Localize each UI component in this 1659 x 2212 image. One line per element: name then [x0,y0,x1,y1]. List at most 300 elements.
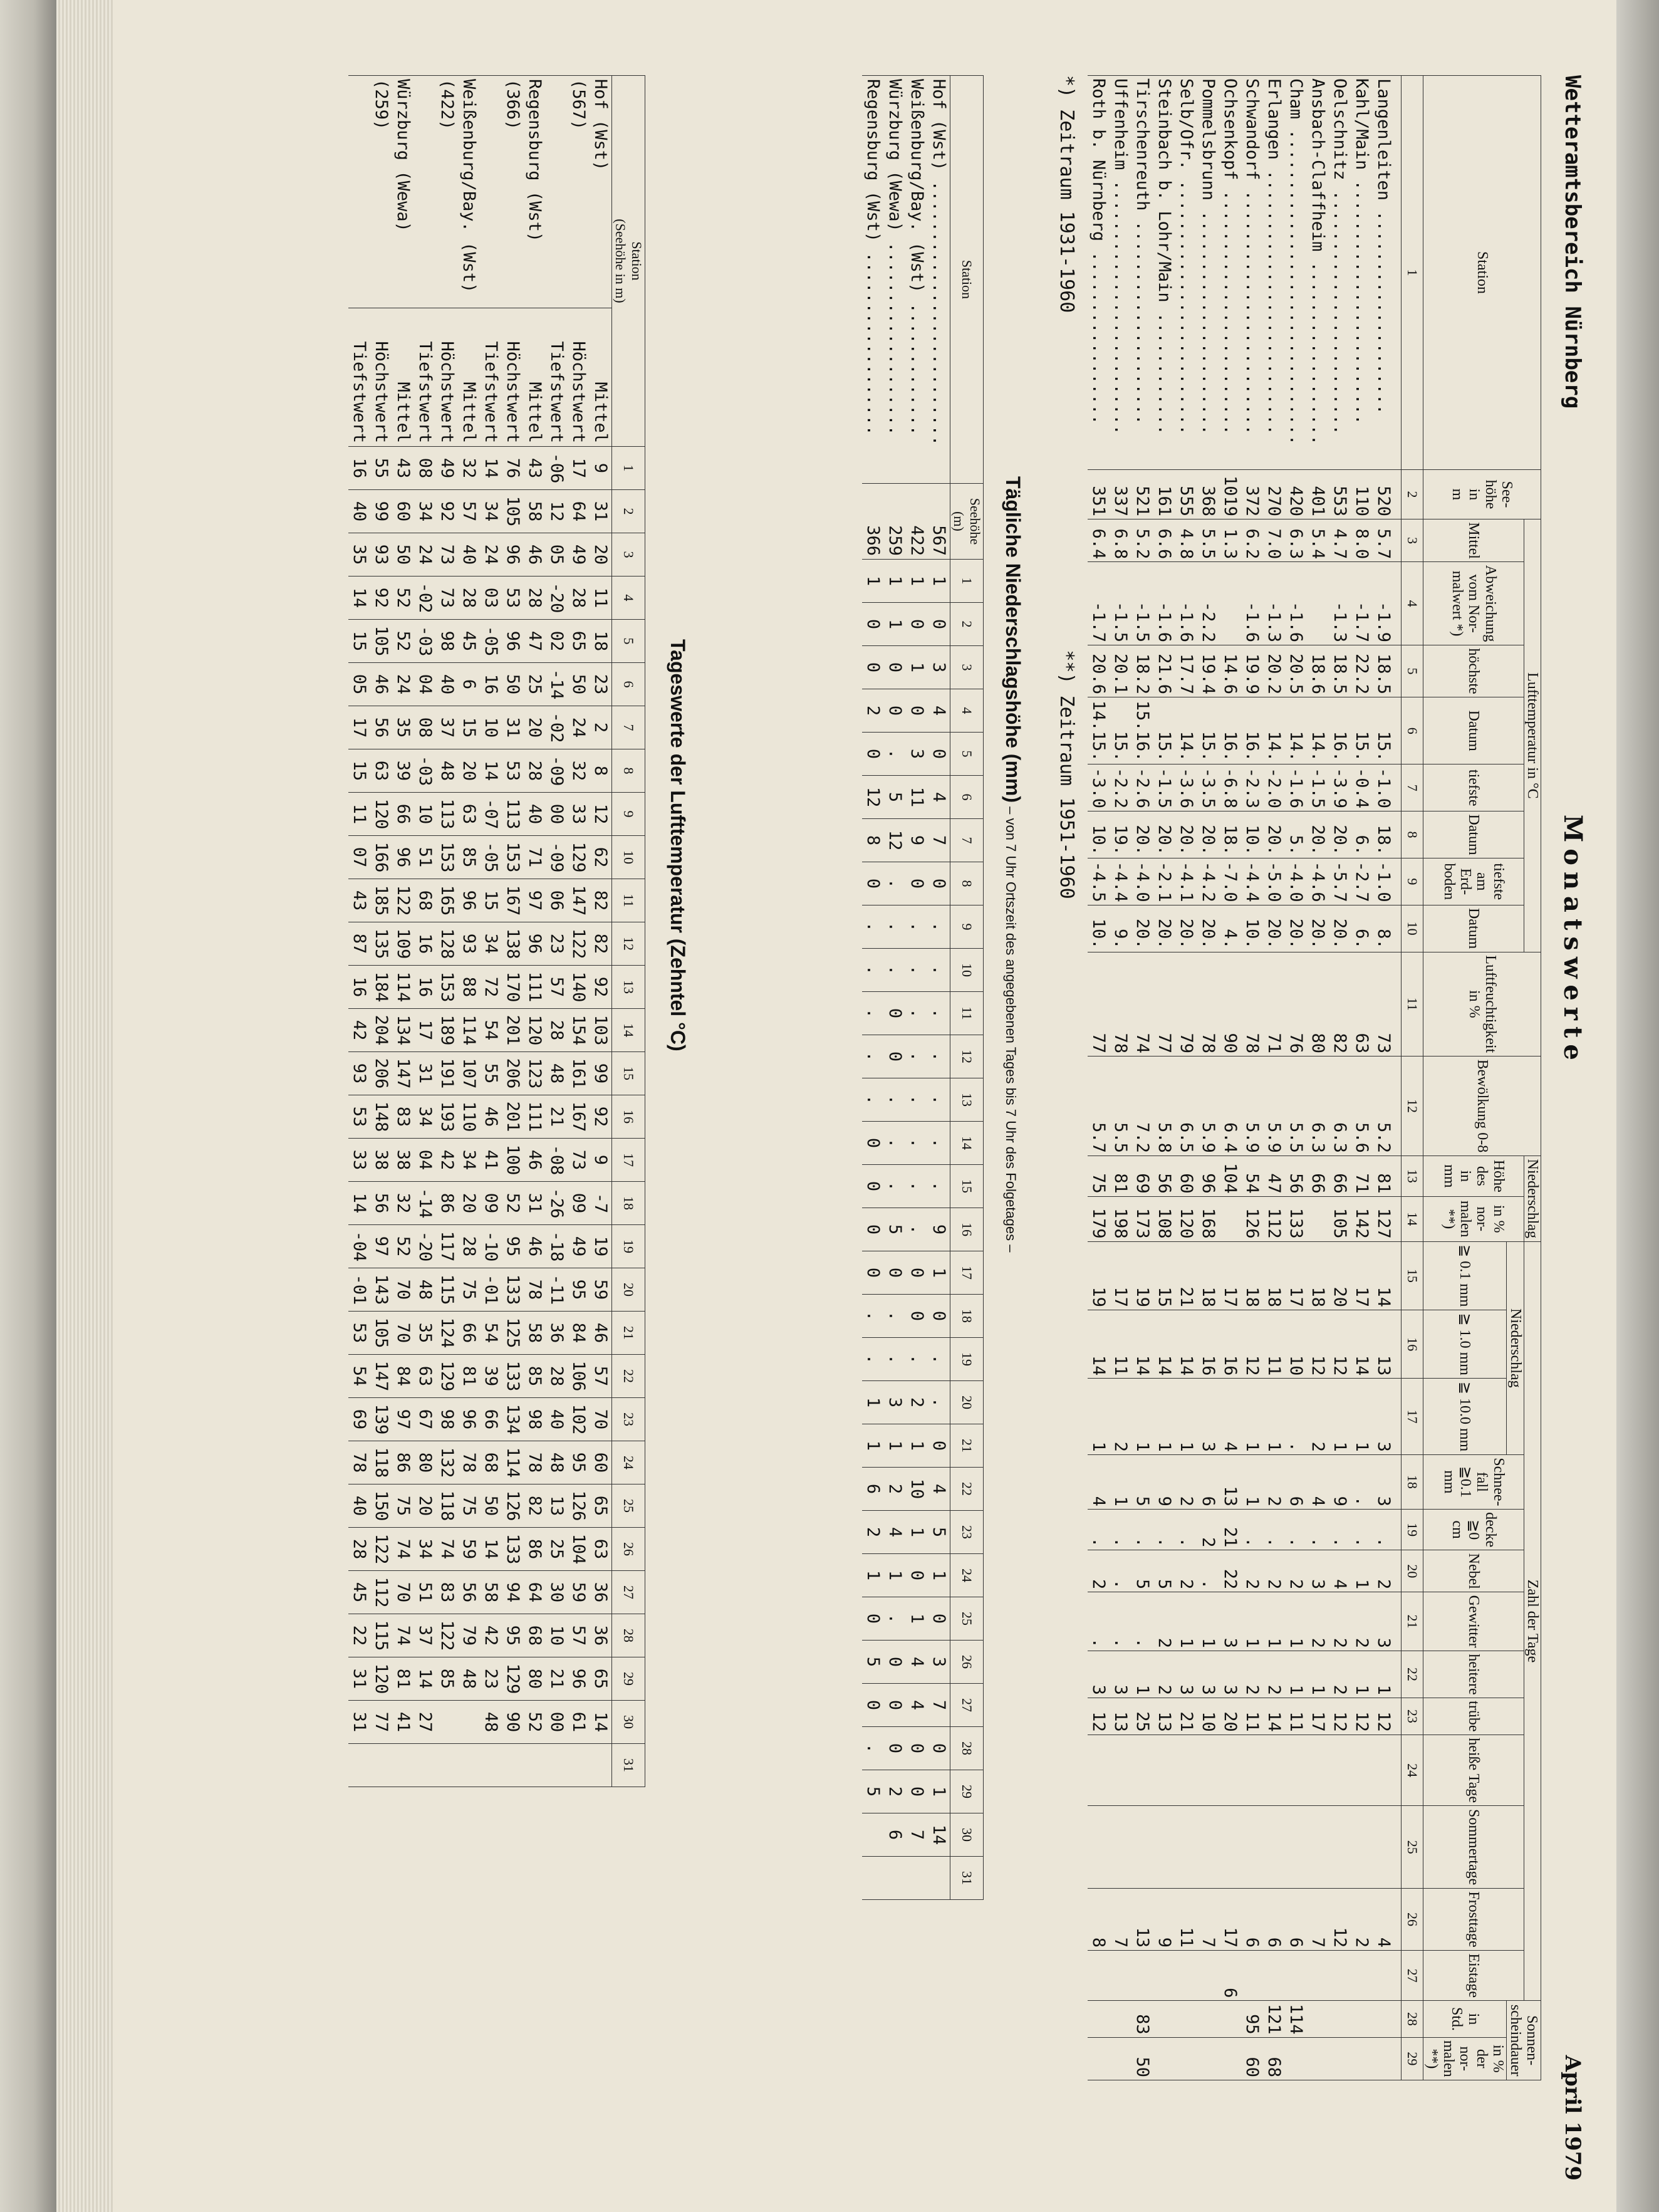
table-cell [1351,1735,1373,1806]
table-cell: 112 [1263,1196,1285,1241]
table-cell [1307,2001,1329,2037]
table-cell: 2 [1263,1651,1285,1698]
table-cell: 4 [884,1511,906,1554]
table-cell: 122 [392,879,414,922]
table-cell: 28 [524,576,546,620]
table-cell: 60 [392,490,414,533]
station-name: Weißenburg/Bay. (Wst) [458,76,480,308]
table-cell: 05 [546,533,568,576]
table-cell: 129 [568,836,590,879]
table-cell: 107 [458,1052,480,1095]
table-cell: 71 [1351,1156,1373,1196]
table-cell [1263,1735,1285,1806]
table-cell: 48 [480,1701,502,1744]
table-cell: . [928,992,950,1035]
day-header: 28 [950,1727,984,1770]
table-cell [1373,1806,1402,1888]
table-cell: 127 [1373,1196,1402,1241]
table-cell: 78 [1197,952,1219,1056]
table-row [546,76,568,1787]
table-cell: 50 [392,533,414,576]
table-cell: 147 [392,1052,414,1095]
day-header: 29 [612,1657,645,1701]
table-cell: 20. [1263,811,1285,858]
table-cell [1131,1735,1153,1806]
table-cell: 5 [928,1511,950,1554]
table-cell [1088,2001,1110,2037]
table-cell [1153,2037,1175,2080]
table-cell: . [1329,1509,1351,1550]
table-cell: 3 [1219,1651,1241,1698]
table-cell: 39 [480,1355,502,1398]
table-cell: 28 [546,1355,568,1398]
table-cell: 0 [862,1251,884,1295]
station-name: Langenleiten .................... [1373,76,1402,470]
table-cell: 95 [1241,2001,1263,2037]
col-datum-2: Datum [1423,811,1524,858]
table-cell: 2 [1241,1550,1263,1592]
table-cell: 3 [884,1381,906,1424]
table-cell: 13 [1373,1310,1402,1379]
table-cell: 48 [546,1052,568,1095]
table-cell [436,1744,458,1787]
station-name: Ochsenkopf ........................ [1219,76,1241,470]
table-cell: 13 [546,1484,568,1528]
table-cell: 5 [884,776,906,819]
table-cell: 17 [568,447,590,490]
day-header: 18 [612,1182,645,1225]
table-cell: 86 [524,1528,546,1571]
table-cell: . [906,1122,928,1165]
table-cell: 66 [458,1312,480,1355]
table-cell: . [1285,1509,1307,1550]
table-cell: 23 [546,922,568,966]
station-name: Ansbach-Claffheim .................. [1307,76,1329,470]
table-cell: -1.7 [1351,562,1373,645]
table-cell: 1 [906,560,928,603]
table-cell: 553 [1329,470,1351,519]
table-cell: 2 [906,1381,928,1424]
table-cell: 28 [568,576,590,620]
table-cell: 8 [862,819,884,862]
table-cell: 78 [1110,952,1131,1056]
table-cell: 95 [568,1268,590,1312]
table-cell: 147 [568,879,590,922]
day-header: 15 [950,1165,984,1208]
station-name: (567) [568,76,590,308]
table-cell: 99 [370,490,392,533]
table-cell: 3 [1197,1651,1219,1698]
column-number: 20 [1402,1550,1423,1592]
table-cell: . [884,862,906,905]
table-cell: . [862,1338,884,1381]
table-cell [348,1744,370,1787]
table-cell: 3 [1197,1379,1219,1454]
table-cell: 191 [436,1052,458,1095]
table-cell: 12 [1351,1698,1373,1735]
table-cell: 40 [436,663,458,706]
table-cell [370,1744,392,1787]
table-cell: 14 [480,749,502,793]
value-type: Höchstwert [568,308,590,447]
table-cell: 6.5 [1175,1056,1197,1156]
table-cell: . [1153,1509,1175,1550]
table-cell: 104 [1219,1156,1241,1196]
table-cell: 87 [348,922,370,966]
table-cell: 70 [392,1312,414,1355]
table-cell: 9 [928,1208,950,1251]
table-cell: 73 [436,533,458,576]
rotated-content [113,75,1591,2181]
table-row [590,76,612,1787]
table-cell: 66 [1329,1156,1351,1196]
table-cell: 48 [458,1657,480,1701]
day-header: 16 [612,1095,645,1139]
table-cell: 6.3 [1329,1056,1351,1156]
column-number: 11 [1402,952,1423,1056]
table-cell: 17 [1219,1241,1241,1310]
value-type: Mittel [392,308,414,447]
column-number: 5 [1402,645,1423,697]
table-cell: . [928,1122,950,1165]
table-cell: 43 [524,447,546,490]
table-cell: 1 [1373,1651,1402,1698]
table-cell: 96 [524,922,546,966]
column-number: 2 [1402,470,1423,519]
table-cell: 3 [928,1641,950,1684]
station-name: Roth b. Nürnberg ................. [1088,76,1110,470]
table-cell: 31 [590,490,612,533]
table-cell: 420 [1285,470,1307,519]
table-cell: 6. [1351,905,1373,952]
table-cell: 7 [928,819,950,862]
table-cell: 93 [348,1052,370,1095]
table-cell: 28 [524,749,546,793]
table-cell: 32 [392,1182,414,1225]
station-name [480,76,502,308]
col-sommertage: Sommertage [1423,1806,1524,1888]
table-cell: 83 [436,1571,458,1614]
column-number: 17 [1402,1379,1423,1454]
table-cell: 5 [884,1208,906,1251]
day-header: 15 [612,1052,645,1095]
table-cell: . [906,1035,928,1078]
table-cell: -1.3 [1329,562,1351,645]
table-cell: 147 [370,1355,392,1398]
table-row [392,76,414,1787]
table-cell: 2 [590,706,612,749]
table-cell: 13 [1110,1698,1131,1735]
column-number: 28 [1402,2001,1423,2037]
table-cell: 46 [590,1312,612,1355]
table-cell: 82 [590,879,612,922]
table-cell: 80 [414,1441,436,1484]
table-cell: 17 [1219,1888,1241,1950]
table-cell: 32 [568,749,590,793]
table-cell: 6.6 [1153,519,1175,562]
table-cell: 1 [906,1511,928,1554]
table-cell: -1.6 [1285,764,1307,811]
table-cell: 5 [862,1770,884,1813]
table-cell: 36 [590,1571,612,1614]
table-cell: 65 [590,1484,612,1528]
table-cell: 2 [1307,1379,1329,1454]
table-cell: 16 [480,663,502,706]
table-cell: 148 [370,1095,392,1139]
table-cell: 18. [1373,811,1402,858]
table-cell: 00 [546,793,568,836]
table-cell: 6 [862,1468,884,1511]
table-cell: 15. [1373,697,1402,764]
day-header: 28 [612,1614,645,1657]
table-cell: 8.0 [1351,519,1373,562]
table-cell: 35 [348,533,370,576]
table-cell: 14 [1088,1310,1110,1379]
table-cell: 184 [370,966,392,1009]
table-cell: 71 [1263,952,1285,1056]
table-cell: -1.5 [1131,562,1153,645]
table-cell: 02 [546,620,568,663]
column-number: 21 [1402,1592,1423,1651]
station-name: Schwandorf ........................ [1241,76,1263,470]
table-cell: 12 [1373,1698,1402,1735]
table-cell: 86 [436,1182,458,1225]
table-cell: 11 [590,576,612,620]
table-cell: -3.5 [1197,764,1219,811]
table-cell: 126 [1241,1196,1263,1241]
table-cell: 83 [392,1095,414,1139]
table-cell: 47 [1263,1156,1285,1196]
col-heitere: heitere [1423,1651,1524,1698]
table-cell: 20. [1329,905,1351,952]
table-cell: 20. [1175,905,1197,952]
column-number: 9 [1402,858,1423,905]
table-cell [1351,1806,1373,1888]
table-cell: 106 [568,1355,590,1398]
table-cell: 4 [1307,1454,1329,1509]
table-cell: 31 [414,1052,436,1095]
table-cell: 9 [1153,1888,1175,1950]
table-cell [928,1857,950,1900]
table-cell: . [862,992,884,1035]
table-cell: 45 [458,620,480,663]
table-cell: 351 [1088,470,1110,519]
table-cell [1307,1951,1329,2001]
table-cell: 81 [458,1355,480,1398]
table-cell: 24 [414,533,436,576]
table-cell: 2 [1351,1888,1373,1950]
table-cell: 0 [906,1727,928,1770]
table-cell: 37 [436,706,458,749]
table-cell: 14 [928,1813,950,1857]
column-number-row [1402,76,1423,2080]
table-cell: 46 [524,1139,546,1182]
table-row [1263,76,1285,2080]
table-cell: 48 [436,749,458,793]
table-cell: 59 [458,1528,480,1571]
table-cell [1110,2037,1131,2080]
table-cell: . [884,1122,906,1165]
table-cell: 1 [862,1424,884,1468]
table-cell: 3 [1088,1651,1110,1698]
table-row [1241,76,1263,2080]
table-cell: 78 [348,1441,370,1484]
table-cell: 05 [348,663,370,706]
table-cell: 14 [1175,1310,1197,1379]
column-number: 16 [1402,1310,1423,1379]
table-cell: -0.4 [1351,764,1373,811]
book-cover-edge [1616,0,1659,2212]
table-cell: 1 [1329,1379,1351,1454]
table-cell: 2 [884,1770,906,1813]
table-cell: 31 [524,1182,546,1225]
table-cell: 43 [392,447,414,490]
table-cell: 16 [348,447,370,490]
table-cell: 98 [436,1398,458,1441]
table-cell: 72 [480,966,502,1009]
column-number: 19 [1402,1509,1423,1550]
column-number: 15 [1402,1241,1423,1310]
table-cell: 134 [502,1398,524,1441]
table-cell: 56 [458,1571,480,1614]
table-cell: . [1110,1509,1131,1550]
table-cell: 55 [370,447,392,490]
table-cell: -18 [546,1225,568,1268]
table-cell [1285,1951,1307,2001]
table-cell [1088,1735,1110,1806]
table-cell: 5.5 [1197,519,1219,562]
table-cell: 521 [1131,470,1153,519]
table-cell: 33 [568,793,590,836]
day-header: 24 [950,1554,984,1597]
table-cell: 100 [502,1139,524,1182]
day-header: 8 [612,749,645,793]
table-cell: 15 [458,706,480,749]
table-cell: 63 [590,1528,612,1571]
col-sonne: Sonnen- scheindauer [1507,2001,1541,2080]
table-cell: 1 [1241,1592,1263,1651]
value-type: Tiefstwert [348,308,370,447]
table-cell: 105 [1329,1196,1351,1241]
table-cell: 114 [458,1009,480,1052]
table-cell: 0 [884,1641,906,1684]
table-cell: 111 [524,1095,546,1139]
table-cell [480,1744,502,1787]
table-cell: 12 [1329,1698,1351,1735]
value-type: Tiefstwert [480,308,502,447]
table-cell: 63 [414,1355,436,1398]
table-cell: -2.0 [1263,764,1285,811]
table-cell: . [1373,1509,1402,1550]
table-cell: 54 [1241,1156,1263,1196]
day-header: 30 [612,1701,645,1744]
table-cell: 08 [414,706,436,749]
table-cell: 10 [1197,1698,1219,1735]
table-cell: 19 [590,1225,612,1268]
table-cell: 42 [480,1614,502,1657]
table-cell [1197,2001,1219,2037]
table-cell: 4 [928,776,950,819]
temp-body [348,76,612,1787]
table-cell: 0 [906,1770,928,1813]
table-cell: 3 [1219,1592,1241,1651]
table-cell: 61 [568,1701,590,1744]
table-cell: 133 [502,1268,524,1312]
table-cell: -4.6 [1307,858,1329,905]
col-lufttemperatur: Lufttemperatur in °C [1524,519,1541,952]
table-cell: 82 [524,1484,546,1528]
table-cell: 28 [458,576,480,620]
table-cell: 03 [480,576,502,620]
table-cell: -26 [546,1182,568,1225]
station-name: Weißenburg/Bay. (Wst) ............. [906,76,928,484]
table-cell: 5.7 [1373,519,1402,562]
table-cell: 20. [1263,905,1285,952]
table-cell: 0 [862,1208,884,1251]
day-header: 14 [950,1122,984,1165]
table-cell [1197,1806,1219,1888]
table-cell: 0 [862,1165,884,1208]
table-cell: 2 [1285,1550,1307,1592]
table-cell: 59 [590,1268,612,1312]
table-cell: 109 [392,922,414,966]
table-cell: -07 [480,793,502,836]
table-cell: 77 [1088,952,1110,1056]
table-cell: 63 [458,793,480,836]
table-cell: 59 [568,1571,590,1614]
col-schneefall: Schnee- fall ≧0.1 mm [1423,1454,1524,1509]
table-cell: 12 [862,776,884,819]
precip-col-station: Station [950,76,984,484]
table-cell: 20. [1153,811,1175,858]
table-cell: 24 [568,706,590,749]
table-cell: 20. [1329,811,1351,858]
table-cell: 2 [1329,1651,1351,1698]
table-cell: -4.4 [1241,858,1263,905]
table-cell [1219,1196,1241,1241]
table-cell: 12 [1329,1888,1351,1950]
table-cell: . [928,1165,950,1208]
table-cell: 3 [906,733,928,776]
table-row [414,76,436,1787]
table-cell [884,1857,906,1900]
table-cell: 45 [348,1571,370,1614]
table-cell: 0 [862,1597,884,1641]
day-header: 4 [950,689,984,733]
table-cell: -4.0 [1285,858,1307,905]
table-cell: 14 [1351,1310,1373,1379]
table-cell: 1 [928,1251,950,1295]
table-cell: 96 [392,836,414,879]
table-cell: 154 [568,1009,590,1052]
day-header: 12 [612,922,645,966]
table-cell: 52 [502,1182,524,1225]
table-cell: -09 [546,749,568,793]
header-right: April 1979 [1560,2055,1585,2181]
table-cell: 19 [1131,1241,1153,1310]
table-cell: 201 [502,1009,524,1052]
table-cell: 185 [370,879,392,922]
table-cell: 10. [1241,905,1263,952]
table-cell: 161 [568,1052,590,1095]
table-cell: 31 [348,1657,370,1701]
table-cell: 46 [480,1095,502,1139]
table-cell: -5.0 [1263,858,1285,905]
table-cell: . [928,1381,950,1424]
table-cell: 48 [546,1441,568,1484]
table-cell: 75 [458,1268,480,1312]
table-cell: -7.0 [1219,858,1241,905]
